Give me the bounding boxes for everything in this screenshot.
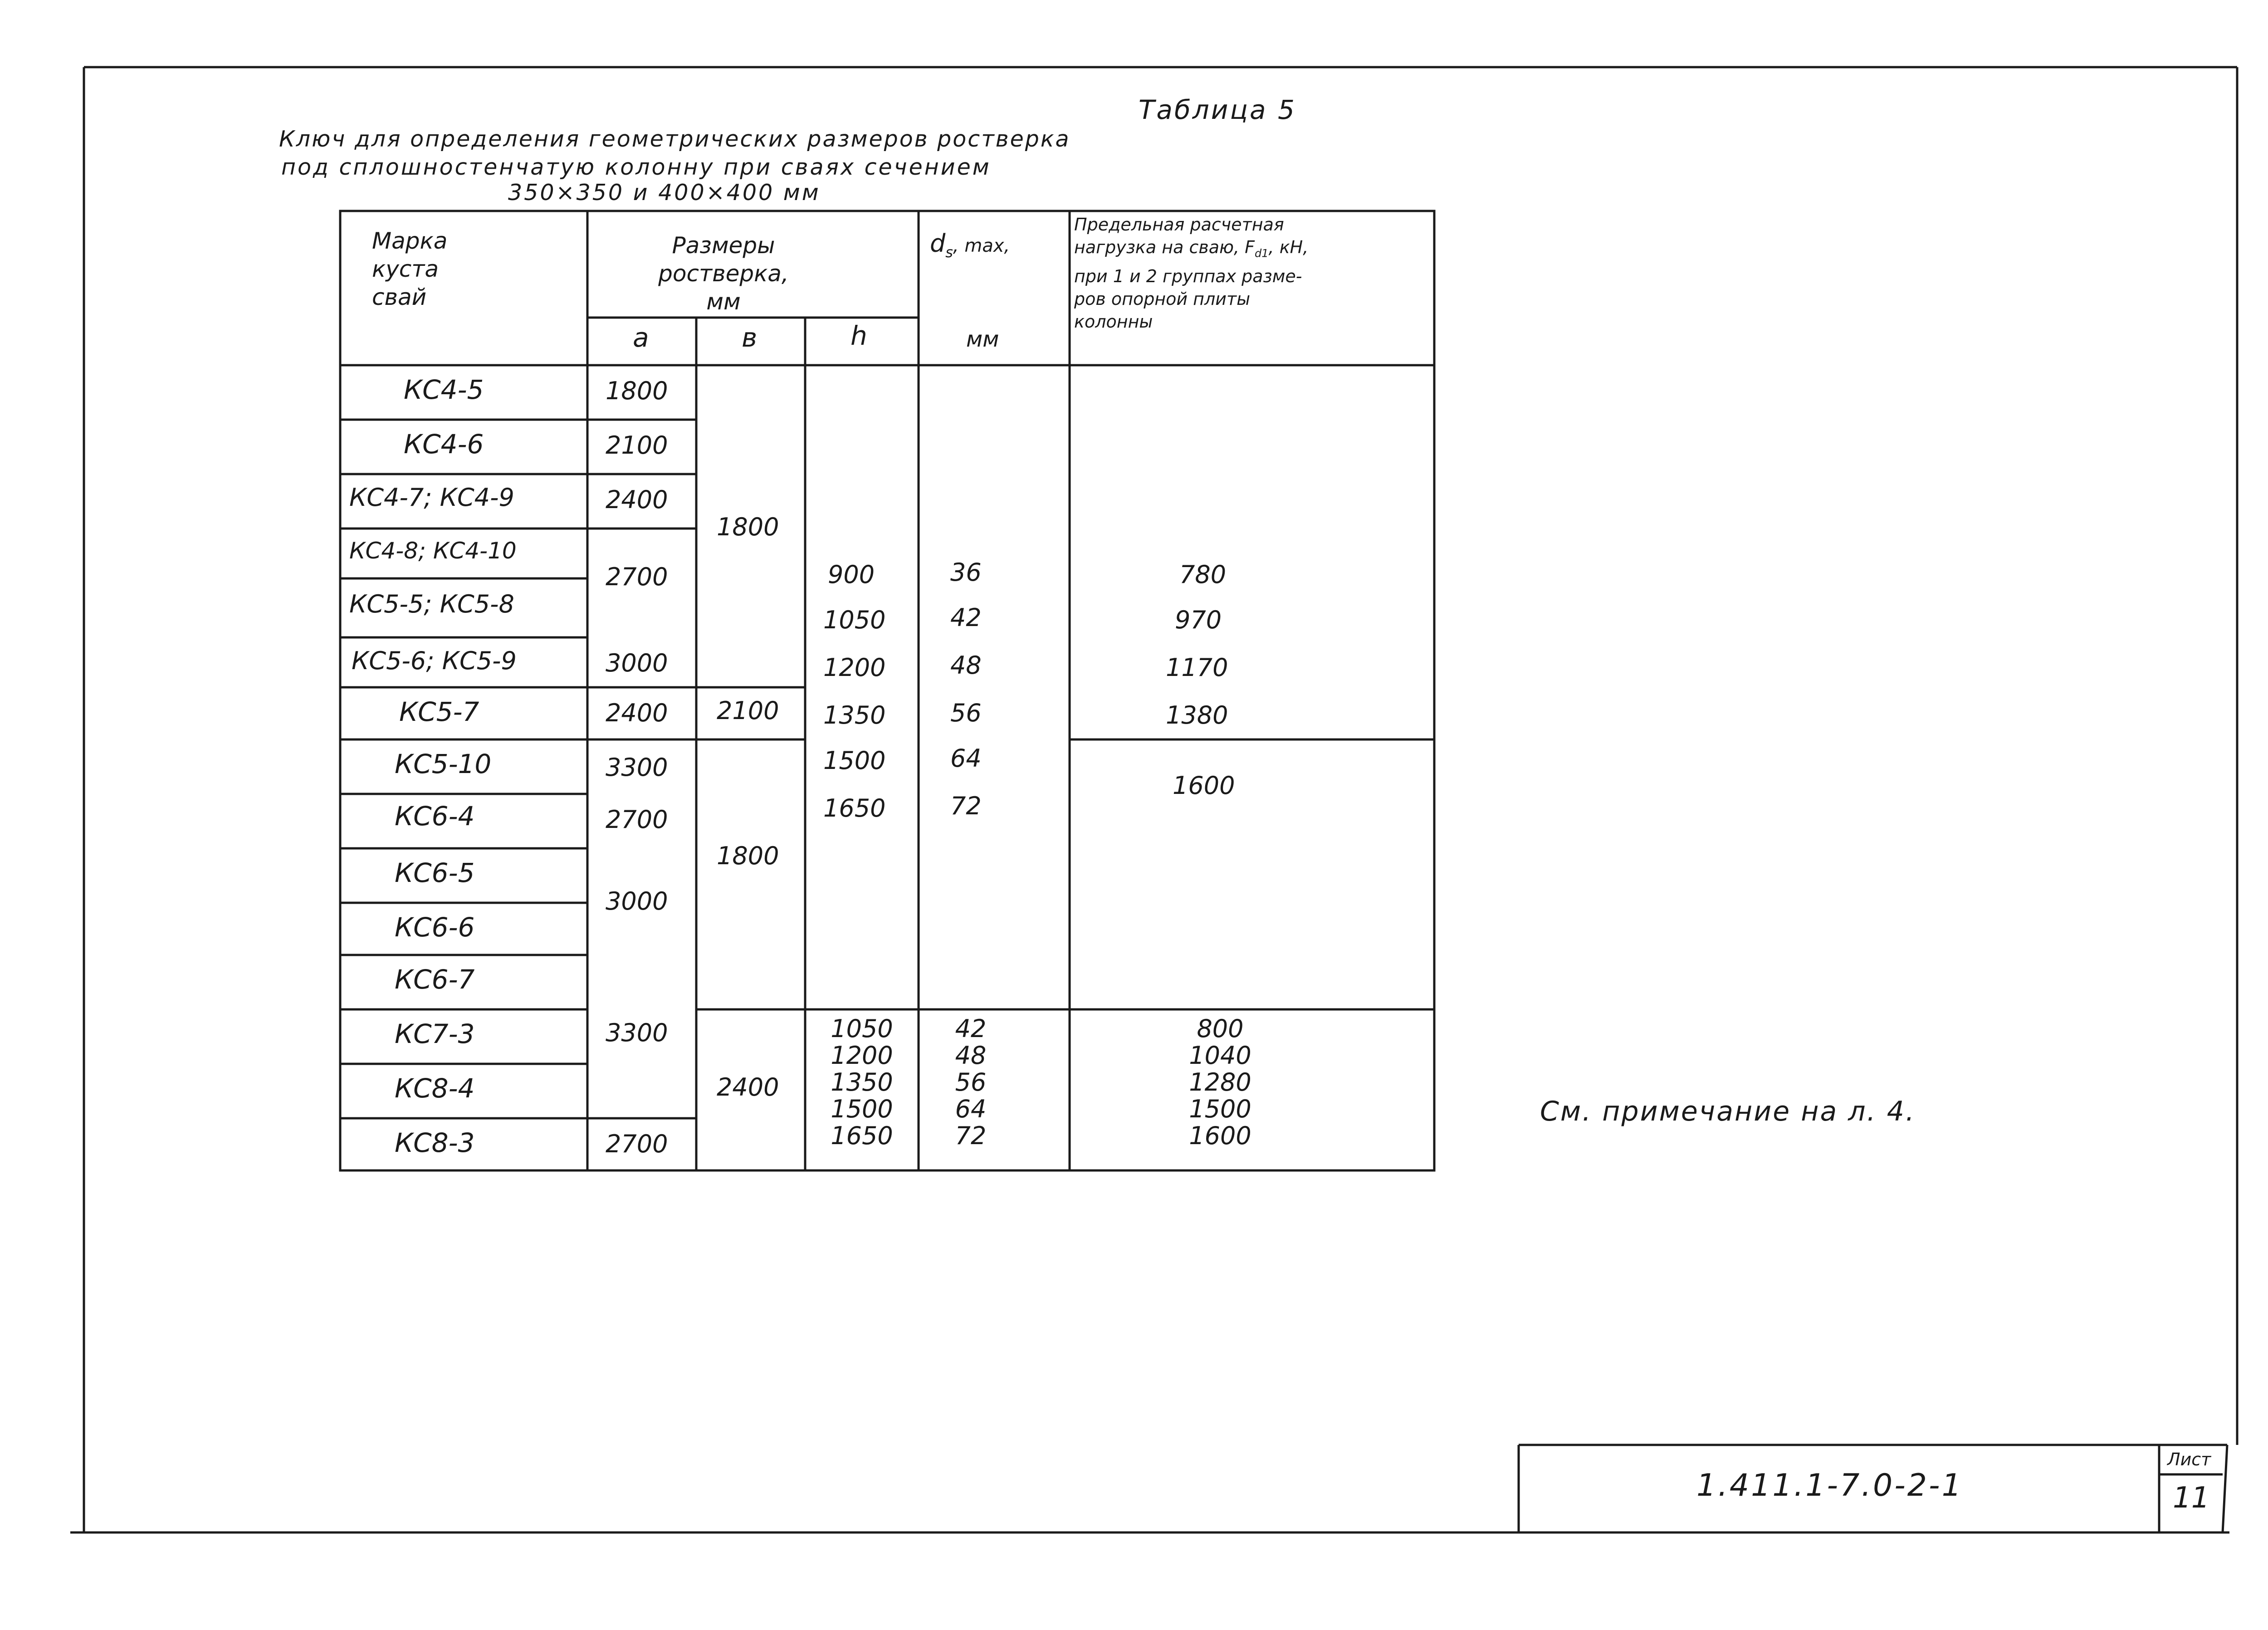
load-cell: 1600 [1173, 771, 1235, 800]
mark-cell: КС4-7; КС4-9 [349, 483, 514, 512]
header-d-unit: мм [966, 327, 999, 352]
h-lower-stack: 1050 1200 1350 1500 1650 [831, 1014, 893, 1150]
h-cell: 1650 [823, 794, 886, 822]
a-cell: 3300 [606, 753, 668, 782]
a-cell: 2700 [606, 563, 668, 591]
header-mark: Марка куста свай [372, 228, 448, 310]
header-size: Размеры ростверка, мм [658, 232, 789, 315]
sheet-number: 11 [2173, 1481, 2210, 1515]
load-cell: 1380 [1166, 701, 1228, 729]
mark-cell: КС4-8; КС4-10 [349, 538, 517, 564]
load-cell: 780 [1179, 560, 1227, 589]
d-cell: 72 [950, 792, 982, 820]
b-cell: 2100 [717, 696, 779, 725]
a-cell: 3000 [606, 887, 668, 915]
d-cell: 42 [950, 603, 982, 632]
a-cell: 3000 [606, 649, 668, 677]
mark-cell: КС4-5 [404, 374, 484, 405]
mark-cell: КС8-3 [395, 1127, 475, 1158]
header-b: в [742, 322, 758, 353]
title-line-2: под сплошностенчатую колонну при сваях сечением [281, 154, 991, 180]
d-cell: 64 [950, 744, 982, 773]
header-a: a [633, 322, 649, 353]
mark-cell: КС7-3 [395, 1018, 475, 1049]
d-cell: 56 [950, 699, 982, 727]
a-cell: 1800 [606, 377, 668, 405]
title-line-1: Ключ для определения геометрических размеров ростверка [279, 126, 1070, 152]
d-lower-stack: 42 48 56 64 72 [955, 1014, 987, 1150]
mark-cell: КС5-6; КС5-9 [352, 646, 517, 675]
mark-cell: КС6-5 [395, 857, 475, 888]
h-cell: 1200 [823, 653, 886, 682]
note-text: См. примечание на л. 4. [1540, 1096, 1916, 1127]
a-cell: 3300 [606, 1018, 668, 1047]
load-cell: 1170 [1166, 653, 1228, 682]
a-cell: 2700 [606, 1130, 668, 1158]
mark-cell: КС6-6 [395, 912, 475, 943]
header-d: $d_s$, max, [930, 229, 1010, 261]
a-cell: 2100 [606, 431, 668, 460]
d-cell: 36 [950, 558, 982, 587]
b-cell: 1800 [717, 842, 779, 870]
mark-cell: КС5-7 [399, 696, 479, 727]
load-lower-stack: 800 1040 1280 1500 1600 [1189, 1014, 1251, 1150]
load-cell: 970 [1175, 606, 1222, 634]
d-cell: 48 [950, 651, 982, 680]
mark-cell: КС6-4 [395, 801, 475, 832]
h-cell: 1350 [823, 701, 886, 729]
h-cell: 900 [828, 560, 875, 589]
h-cell: 1050 [823, 606, 886, 634]
mark-cell: КС8-4 [395, 1073, 475, 1104]
b-cell: 2400 [717, 1073, 779, 1101]
header-load: Предельная расчетная нагрузка на сваю, $F_{d1}$, кН, при 1 и 2 группах разме- ров опорной плиты колонны [1074, 215, 1309, 332]
h-cell: 1500 [823, 746, 886, 775]
a-cell: 2700 [606, 805, 668, 834]
mark-cell: КС5-10 [395, 749, 492, 779]
title-line-3: 350×350 и 400×400 мм [508, 180, 821, 206]
mark-cell: КС4-6 [404, 429, 484, 460]
table-number-label: Таблица 5 [1139, 94, 1296, 125]
sheet-label: Лист [2167, 1449, 2211, 1469]
document-code: 1.411.1-7.0-2-1 [1696, 1468, 1963, 1503]
a-cell: 2400 [606, 699, 668, 727]
header-h: h [850, 320, 867, 351]
b-cell: 1800 [717, 513, 779, 541]
a-cell: 2400 [606, 485, 668, 514]
mark-cell: КС5-5; КС5-8 [349, 590, 514, 618]
mark-cell: КС6-7 [395, 964, 475, 995]
